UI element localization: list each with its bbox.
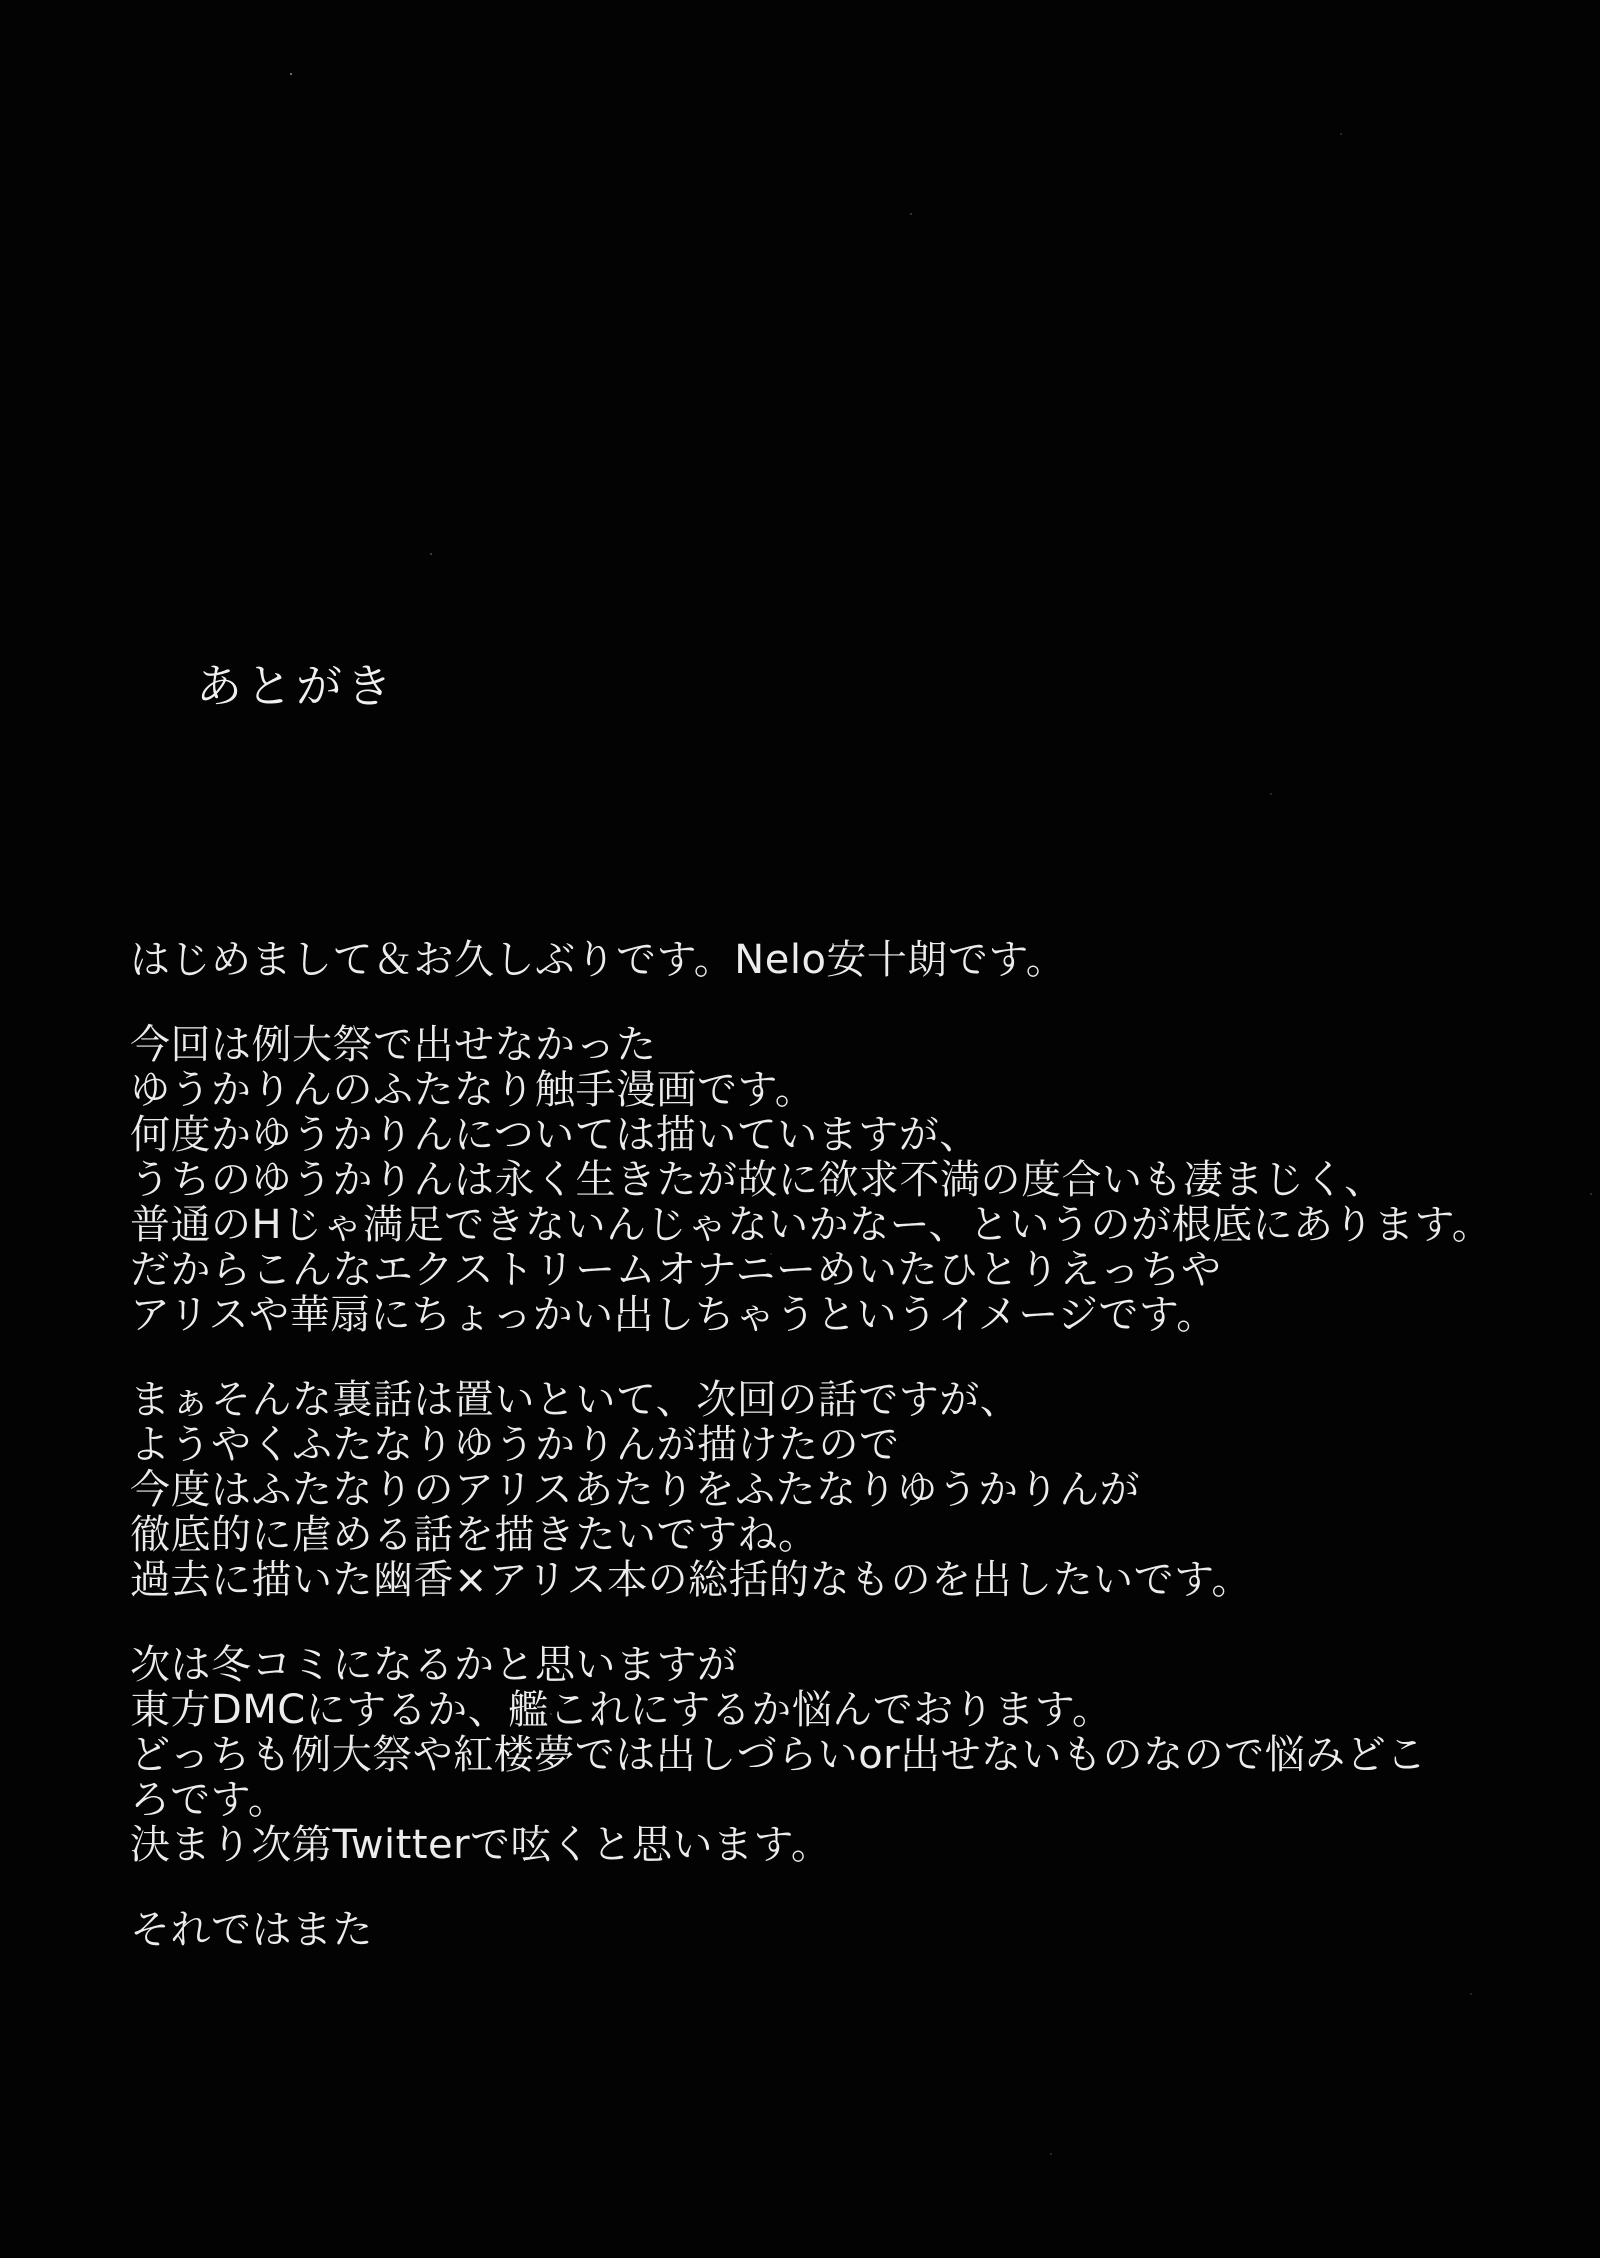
- text-line: 過去に描いた幽香×アリス本の総括的なものを出したいです。: [130, 1557, 1252, 1603]
- text-line: 決まり次第Twitterで呟くと思います。: [130, 1822, 832, 1868]
- scan-dust-specks: [290, 73, 292, 75]
- text-line: 今度はふたなりのアリスあたりをふたなりゆうかりんが: [130, 1467, 1141, 1513]
- text-line: 徹底的に虐める話を描きたいですね。: [130, 1512, 819, 1558]
- afterword-body: [130, 938, 1580, 1993]
- paragraph: [130, 1908, 1580, 1953]
- text-line: 今回は例大祭で出せなかった: [130, 1022, 657, 1068]
- paragraph: [130, 938, 1580, 983]
- text-line: ようやくふたなりゆうかりんが描けたので: [130, 1422, 900, 1468]
- text-line: それではまた: [130, 1907, 373, 1953]
- text-line: 東方DMCにするか、艦これにするか悩んでおります。: [130, 1687, 1113, 1733]
- text-line: はじめまして＆お久しぶりです。Nelo安十朗です。: [130, 937, 1067, 983]
- text-line: アリスや華扇にちょっかい出しちゃうというイメージです。: [130, 1292, 1217, 1338]
- text-line: ゆうかりんのふたなり触手漫画です。: [130, 1067, 816, 1113]
- text-line: まぁそんな裏話は置いといて、次回の話ですが、: [130, 1377, 1021, 1423]
- text-line: ろです。: [130, 1777, 289, 1823]
- text-line: 何度かゆうかりんについては描いていますが、: [130, 1112, 980, 1158]
- text-line: うちのゆうかりんは永く生きたが故に欲求不満の度合いも凄まじく、: [130, 1157, 1385, 1203]
- paragraph: [130, 1643, 1580, 1868]
- text-line: 次は冬コミになるかと思いますが: [130, 1642, 738, 1688]
- paragraph: [130, 1023, 1580, 1338]
- text-line: だからこんなエクストリームオナニーめいたひとりえっちや: [130, 1247, 1222, 1293]
- afterword-title: あとがき: [196, 659, 396, 713]
- text-line: どっちも例大祭や紅楼夢では出しづらいor出せないものなので悩みどこ: [130, 1732, 1427, 1778]
- text-line: 普通のHじゃ満足できないんじゃないかなー、というのが根底にあります。: [130, 1202, 1493, 1248]
- paragraph: [130, 1378, 1580, 1603]
